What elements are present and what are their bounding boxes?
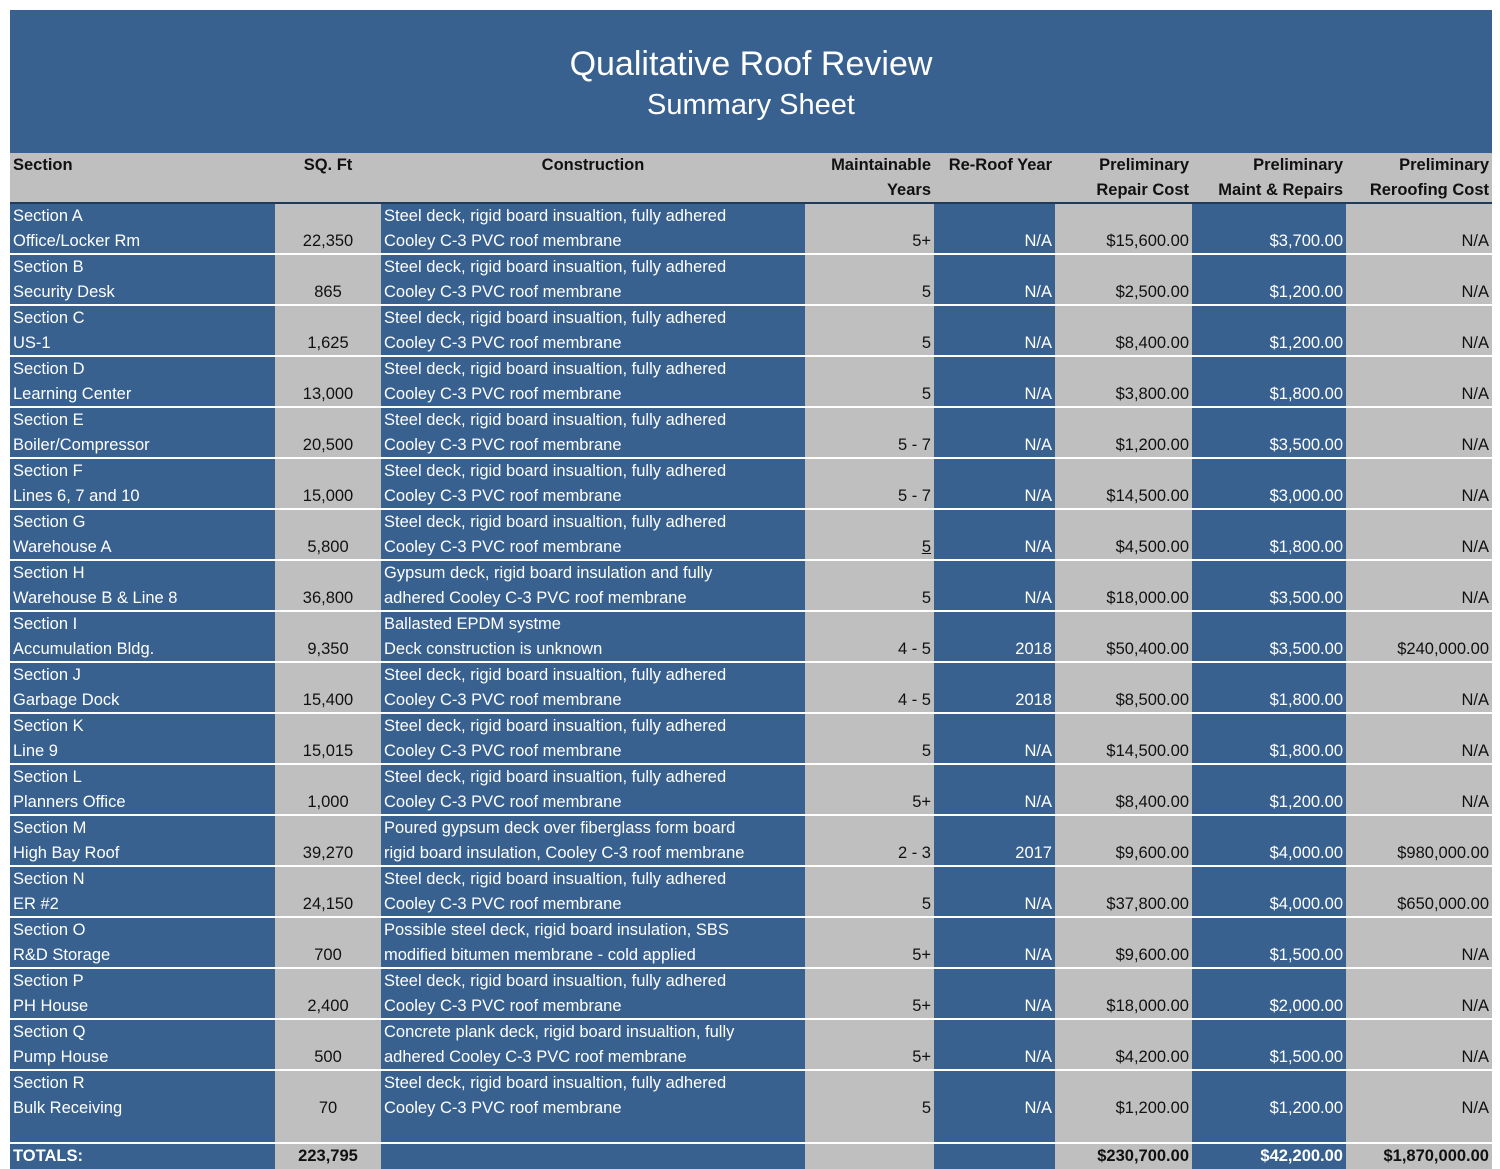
section-cell — [10, 611, 275, 662]
construction-line1: Steel deck, rigid board insualtion, fully adhered — [384, 666, 727, 684]
construction-line1: Steel deck, rigid board insualtion, fully adhered — [384, 207, 727, 225]
table-row — [10, 815, 1492, 866]
reroof-year-cell: N/A — [934, 866, 1055, 917]
maintainable-years-cell — [805, 458, 934, 509]
construction-cell — [381, 560, 805, 611]
construction-line1: Steel deck, rigid board insualtion, fully adhered — [384, 972, 727, 990]
table-row — [10, 662, 1492, 713]
header-maint-repairs-line1: Preliminary — [1253, 156, 1343, 174]
construction-cell — [381, 203, 805, 254]
repair-cost-cell: $15,600.00 — [1055, 203, 1192, 254]
repair-cost-cell: $9,600.00 — [1055, 815, 1192, 866]
header-construction: Construction — [381, 153, 805, 203]
construction-line2: Cooley C-3 PVC roof membrane — [384, 537, 622, 556]
maintainable-years-cell — [805, 407, 934, 458]
maint-repairs-cell: $2,000.00 — [1192, 968, 1346, 1019]
maintainable-years-cell — [805, 917, 934, 968]
sqft-cell: 9,350 — [275, 611, 381, 662]
header-reroofing-cost — [1346, 153, 1492, 203]
sqft-cell: 13,000 — [275, 356, 381, 407]
section-name: Office/Locker Rm — [13, 231, 141, 250]
section-id: Section J — [13, 666, 81, 684]
maint-repairs-cell: $4,000.00 — [1192, 815, 1346, 866]
construction-cell — [381, 968, 805, 1019]
reroofing-cost-cell: N/A — [1346, 305, 1492, 356]
section-name: Security Desk — [13, 282, 115, 301]
totals-years-empty — [805, 1143, 934, 1169]
repair-cost-cell: $2,500.00 — [1055, 254, 1192, 305]
maintainable-years-value: 5+ — [912, 996, 931, 1015]
totals-label: TOTALS: — [10, 1143, 275, 1169]
table-row — [10, 764, 1492, 815]
construction-line2: Cooley C-3 PVC roof membrane — [384, 690, 622, 709]
section-cell — [10, 458, 275, 509]
header-repair-cost-line2: Repair Cost — [1096, 180, 1189, 199]
header-reroof-year: Re-Roof Year — [934, 153, 1055, 203]
maint-repairs-cell: $3,500.00 — [1192, 407, 1346, 458]
maintainable-years-value: 5+ — [912, 792, 931, 811]
section-id: Section B — [13, 258, 84, 276]
construction-line1: Ballasted EPDM systme — [384, 615, 561, 633]
construction-cell — [381, 611, 805, 662]
totals-repair-cost: $230,700.00 — [1055, 1143, 1192, 1169]
reroofing-cost-cell: $240,000.00 — [1346, 611, 1492, 662]
reroofing-cost-cell: N/A — [1346, 1019, 1492, 1070]
construction-line1: Steel deck, rigid board insualtion, fully adhered — [384, 360, 727, 378]
reroof-year-cell: N/A — [934, 1070, 1055, 1120]
section-name: Line 9 — [13, 741, 58, 760]
sqft-cell: 15,000 — [275, 458, 381, 509]
reroofing-cost-cell: N/A — [1346, 407, 1492, 458]
sqft-cell: 1,625 — [275, 305, 381, 356]
section-cell — [10, 1070, 275, 1120]
section-name: Lines 6, 7 and 10 — [13, 486, 140, 505]
reroofing-cost-cell: N/A — [1346, 356, 1492, 407]
maint-repairs-cell: $1,200.00 — [1192, 305, 1346, 356]
roof-summary-table — [10, 153, 1492, 1169]
repair-cost-cell: $18,000.00 — [1055, 968, 1192, 1019]
repair-cost-cell: $8,400.00 — [1055, 305, 1192, 356]
table-row — [10, 560, 1492, 611]
section-name: Warehouse B & Line 8 — [13, 588, 178, 607]
title-banner — [10, 10, 1492, 153]
table-row — [10, 203, 1492, 254]
maint-repairs-cell: $1,800.00 — [1192, 713, 1346, 764]
repair-cost-cell: $14,500.00 — [1055, 458, 1192, 509]
construction-cell — [381, 1070, 805, 1120]
reroof-year-cell: 2018 — [934, 662, 1055, 713]
totals-reroofing-cost: $1,870,000.00 — [1346, 1143, 1492, 1169]
repair-cost-cell: $1,200.00 — [1055, 407, 1192, 458]
construction-line2: Cooley C-3 PVC roof membrane — [384, 792, 622, 811]
sheet-title: Qualitative Roof Review — [569, 45, 933, 83]
construction-line1: Possible steel deck, rigid board insulation, SBS — [384, 921, 729, 939]
section-name: Bulk Receiving — [13, 1098, 123, 1117]
table-row — [10, 917, 1492, 968]
section-name: ER #2 — [13, 894, 59, 913]
maintainable-years-cell — [805, 356, 934, 407]
header-maint-repairs — [1192, 153, 1346, 203]
header-row — [10, 153, 1492, 203]
table-row — [10, 458, 1492, 509]
construction-line1: Steel deck, rigid board insualtion, fully adhered — [384, 768, 727, 786]
construction-line2: Cooley C-3 PVC roof membrane — [384, 894, 622, 913]
construction-cell — [381, 662, 805, 713]
maintainable-years-cell — [805, 662, 934, 713]
reroof-year-cell: N/A — [934, 407, 1055, 458]
construction-line1: Steel deck, rigid board insualtion, fully adhered — [384, 309, 727, 327]
section-id: Section H — [13, 564, 85, 582]
section-name: Garbage Dock — [13, 690, 120, 709]
construction-cell — [381, 713, 805, 764]
reroofing-cost-cell: N/A — [1346, 509, 1492, 560]
maintainable-years-value: 4 - 5 — [897, 639, 931, 658]
maintainable-years-cell — [805, 1019, 934, 1070]
repair-cost-cell: $9,600.00 — [1055, 917, 1192, 968]
construction-line1: Steel deck, rigid board insualtion, fully adhered — [384, 717, 727, 735]
reroof-year-cell: 2018 — [934, 611, 1055, 662]
maintainable-years-value: 5 — [921, 537, 931, 556]
maintainable-years-value: 5+ — [912, 231, 931, 250]
sqft-cell: 5,800 — [275, 509, 381, 560]
construction-line2: Cooley C-3 PVC roof membrane — [384, 1098, 622, 1117]
maintainable-years-value: 5 — [921, 894, 931, 913]
sqft-cell: 15,015 — [275, 713, 381, 764]
section-name: PH House — [13, 996, 89, 1015]
maint-repairs-cell: $3,000.00 — [1192, 458, 1346, 509]
maint-repairs-cell: $4,000.00 — [1192, 866, 1346, 917]
maintainable-years-value: 5 — [921, 282, 931, 301]
construction-line2: Cooley C-3 PVC roof membrane — [384, 384, 622, 403]
section-id: Section O — [13, 921, 86, 939]
sqft-cell: 70 — [275, 1070, 381, 1120]
maintainable-years-value: 2 - 3 — [897, 843, 931, 862]
construction-line2: modified bitumen membrane - cold applied — [384, 945, 696, 964]
reroofing-cost-cell: N/A — [1346, 917, 1492, 968]
reroofing-cost-cell: $650,000.00 — [1346, 866, 1492, 917]
table-row — [10, 356, 1492, 407]
reroof-year-cell: N/A — [934, 560, 1055, 611]
construction-line1: Steel deck, rigid board insualtion, fully adhered — [384, 513, 727, 531]
section-id: Section K — [13, 717, 84, 735]
section-cell — [10, 356, 275, 407]
sqft-cell: 500 — [275, 1019, 381, 1070]
maintainable-years-cell — [805, 254, 934, 305]
maintainable-years-cell — [805, 866, 934, 917]
spacer-row — [10, 1120, 1492, 1143]
maintainable-years-value: 5 - 7 — [897, 435, 931, 454]
maintainable-years-cell — [805, 305, 934, 356]
construction-line1: Gypsum deck, rigid board insulation and fully — [384, 564, 713, 582]
construction-line2: Cooley C-3 PVC roof membrane — [384, 741, 622, 760]
maint-repairs-cell: $1,800.00 — [1192, 662, 1346, 713]
maint-repairs-cell: $3,500.00 — [1192, 611, 1346, 662]
totals-maint-repairs: $42,200.00 — [1192, 1143, 1346, 1169]
repair-cost-cell: $14,500.00 — [1055, 713, 1192, 764]
section-name: Accumulation Bldg. — [13, 639, 155, 658]
reroof-year-cell: 2017 — [934, 815, 1055, 866]
reroofing-cost-cell: $980,000.00 — [1346, 815, 1492, 866]
sqft-cell: 865 — [275, 254, 381, 305]
reroof-year-cell: N/A — [934, 968, 1055, 1019]
construction-line2: Cooley C-3 PVC roof membrane — [384, 486, 622, 505]
repair-cost-cell: $3,800.00 — [1055, 356, 1192, 407]
maintainable-years-cell — [805, 611, 934, 662]
section-name: R&D Storage — [13, 945, 111, 964]
section-id: Section I — [13, 615, 78, 633]
maintainable-years-value: 5 — [921, 1098, 931, 1117]
reroofing-cost-cell: N/A — [1346, 662, 1492, 713]
section-cell — [10, 1019, 275, 1070]
maintainable-years-value: 5 — [921, 333, 931, 352]
construction-line1: Steel deck, rigid board insualtion, fully adhered — [384, 258, 727, 276]
sheet-subtitle: Summary Sheet — [647, 89, 855, 121]
construction-line2: Cooley C-3 PVC roof membrane — [384, 282, 622, 301]
header-maintainable-years — [805, 153, 934, 203]
header-maintainable-years-line2: Years — [886, 180, 931, 199]
totals-row — [10, 1143, 1492, 1169]
reroof-year-cell: N/A — [934, 203, 1055, 254]
sqft-cell: 36,800 — [275, 560, 381, 611]
reroof-year-cell: N/A — [934, 764, 1055, 815]
section-id: Section F — [13, 462, 83, 480]
construction-cell — [381, 305, 805, 356]
section-cell — [10, 305, 275, 356]
maintainable-years-cell — [805, 764, 934, 815]
table-row — [10, 1070, 1492, 1120]
construction-cell — [381, 764, 805, 815]
table-row — [10, 407, 1492, 458]
reroof-year-cell: N/A — [934, 458, 1055, 509]
maintainable-years-value: 5 — [921, 384, 931, 403]
maintainable-years-cell — [805, 203, 934, 254]
header-section: Section — [10, 153, 275, 203]
reroof-year-cell: N/A — [934, 509, 1055, 560]
repair-cost-cell: $4,500.00 — [1055, 509, 1192, 560]
summary-sheet — [10, 10, 1492, 1169]
maint-repairs-cell: $3,500.00 — [1192, 560, 1346, 611]
sqft-cell: 22,350 — [275, 203, 381, 254]
construction-line2: adhered Cooley C-3 PVC roof membrane — [384, 1047, 687, 1066]
construction-line1: Poured gypsum deck over fiberglass form board — [384, 819, 736, 837]
reroofing-cost-cell: N/A — [1346, 764, 1492, 815]
section-cell — [10, 560, 275, 611]
reroofing-cost-cell: N/A — [1346, 254, 1492, 305]
maintainable-years-cell — [805, 560, 934, 611]
repair-cost-cell: $37,800.00 — [1055, 866, 1192, 917]
section-cell — [10, 968, 275, 1019]
construction-cell — [381, 1019, 805, 1070]
section-id: Section G — [13, 513, 86, 531]
repair-cost-cell: $8,400.00 — [1055, 764, 1192, 815]
construction-line2: rigid board insulation, Cooley C-3 roof membrane — [384, 843, 745, 862]
section-id: Section M — [13, 819, 87, 837]
construction-line1: Steel deck, rigid board insualtion, fully adhered — [384, 1074, 727, 1092]
repair-cost-cell: $8,500.00 — [1055, 662, 1192, 713]
maint-repairs-cell: $1,200.00 — [1192, 254, 1346, 305]
section-name: Pump House — [13, 1047, 109, 1066]
maintainable-years-value: 5+ — [912, 945, 931, 964]
repair-cost-cell: $50,400.00 — [1055, 611, 1192, 662]
maint-repairs-cell: $1,200.00 — [1192, 1070, 1346, 1120]
maintainable-years-value: 4 - 5 — [897, 690, 931, 709]
section-id: Section A — [13, 207, 83, 225]
section-id: Section R — [13, 1074, 85, 1092]
header-repair-cost — [1055, 153, 1192, 203]
construction-cell — [381, 356, 805, 407]
section-cell — [10, 764, 275, 815]
reroofing-cost-cell: N/A — [1346, 560, 1492, 611]
construction-line2: Cooley C-3 PVC roof membrane — [384, 435, 622, 454]
table-row — [10, 305, 1492, 356]
section-name: High Bay Roof — [13, 843, 120, 862]
reroof-year-cell: N/A — [934, 917, 1055, 968]
reroofing-cost-cell: N/A — [1346, 968, 1492, 1019]
construction-line2: adhered Cooley C-3 PVC roof membrane — [384, 588, 687, 607]
maint-repairs-cell: $1,200.00 — [1192, 764, 1346, 815]
maint-repairs-cell: $1,800.00 — [1192, 356, 1346, 407]
table-row — [10, 254, 1492, 305]
section-id: Section N — [13, 870, 85, 888]
totals-reroof-year-empty — [934, 1143, 1055, 1169]
section-name: Learning Center — [13, 384, 132, 403]
section-cell — [10, 203, 275, 254]
construction-cell — [381, 407, 805, 458]
section-cell — [10, 917, 275, 968]
section-id: Section E — [13, 411, 84, 429]
maintainable-years-cell — [805, 1070, 934, 1120]
table-row — [10, 866, 1492, 917]
construction-line2: Cooley C-3 PVC roof membrane — [384, 231, 622, 250]
construction-cell — [381, 917, 805, 968]
header-reroofing-cost-line2: Reroofing Cost — [1369, 180, 1489, 199]
maintainable-years-value: 5+ — [912, 1047, 931, 1066]
maintainable-years-cell — [805, 968, 934, 1019]
section-id: Section P — [13, 972, 84, 990]
section-cell — [10, 815, 275, 866]
reroof-year-cell: N/A — [934, 254, 1055, 305]
reroof-year-cell: N/A — [934, 356, 1055, 407]
maintainable-years-value: 5 — [921, 588, 931, 607]
section-cell — [10, 866, 275, 917]
maintainable-years-value: 5 — [921, 741, 931, 760]
construction-cell — [381, 509, 805, 560]
maintainable-years-cell — [805, 713, 934, 764]
table-row — [10, 509, 1492, 560]
construction-cell — [381, 254, 805, 305]
table-row — [10, 611, 1492, 662]
reroofing-cost-cell: N/A — [1346, 1070, 1492, 1120]
header-sqft: SQ. Ft — [275, 153, 381, 203]
maint-repairs-cell: $1,800.00 — [1192, 509, 1346, 560]
sqft-cell: 20,500 — [275, 407, 381, 458]
sqft-cell: 1,000 — [275, 764, 381, 815]
reroof-year-cell: N/A — [934, 713, 1055, 764]
construction-line2: Cooley C-3 PVC roof membrane — [384, 996, 622, 1015]
section-cell — [10, 509, 275, 560]
construction-cell — [381, 815, 805, 866]
maint-repairs-cell: $1,500.00 — [1192, 917, 1346, 968]
construction-line1: Steel deck, rigid board insualtion, fully adhered — [384, 411, 727, 429]
sqft-cell: 39,270 — [275, 815, 381, 866]
table-body — [10, 203, 1492, 1120]
sqft-cell: 24,150 — [275, 866, 381, 917]
maintainable-years-cell — [805, 815, 934, 866]
repair-cost-cell: $18,000.00 — [1055, 560, 1192, 611]
maintainable-years-cell — [805, 509, 934, 560]
reroof-year-cell: N/A — [934, 305, 1055, 356]
totals-sqft: 223,795 — [275, 1143, 381, 1169]
sqft-cell: 700 — [275, 917, 381, 968]
section-id: Section L — [13, 768, 82, 786]
section-id: Section Q — [13, 1023, 86, 1041]
section-name: US-1 — [13, 333, 51, 352]
section-cell — [10, 407, 275, 458]
section-cell — [10, 662, 275, 713]
table-row — [10, 713, 1492, 764]
header-reroofing-cost-line1: Preliminary — [1399, 156, 1489, 174]
reroofing-cost-cell: N/A — [1346, 458, 1492, 509]
section-name: Planners Office — [13, 792, 126, 811]
repair-cost-cell: $4,200.00 — [1055, 1019, 1192, 1070]
header-repair-cost-line1: Preliminary — [1099, 156, 1189, 174]
maintainable-years-value: 5 - 7 — [897, 486, 931, 505]
construction-line1: Concrete plank deck, rigid board insualtion, fully — [384, 1023, 735, 1041]
totals-construction-empty — [381, 1143, 805, 1169]
maint-repairs-cell: $3,700.00 — [1192, 203, 1346, 254]
construction-line1: Steel deck, rigid board insualtion, fully adhered — [384, 870, 727, 888]
reroof-year-cell: N/A — [934, 1019, 1055, 1070]
header-maint-repairs-line2: Maint & Repairs — [1218, 180, 1343, 199]
sqft-cell: 2,400 — [275, 968, 381, 1019]
construction-line2: Cooley C-3 PVC roof membrane — [384, 333, 622, 352]
table-row — [10, 968, 1492, 1019]
section-name: Warehouse A — [13, 537, 112, 556]
section-cell — [10, 254, 275, 305]
construction-cell — [381, 866, 805, 917]
section-id: Section C — [13, 309, 85, 327]
section-id: Section D — [13, 360, 85, 378]
section-cell — [10, 713, 275, 764]
maint-repairs-cell: $1,500.00 — [1192, 1019, 1346, 1070]
table-row — [10, 1019, 1492, 1070]
construction-line2: Deck construction is unknown — [384, 639, 603, 658]
section-name: Boiler/Compressor — [13, 435, 150, 454]
reroofing-cost-cell: N/A — [1346, 203, 1492, 254]
sqft-cell: 15,400 — [275, 662, 381, 713]
repair-cost-cell: $1,200.00 — [1055, 1070, 1192, 1120]
header-maintainable-years-line1: Maintainable — [831, 156, 931, 174]
construction-line1: Steel deck, rigid board insualtion, fully adhered — [384, 462, 727, 480]
construction-cell — [381, 458, 805, 509]
reroofing-cost-cell: N/A — [1346, 713, 1492, 764]
